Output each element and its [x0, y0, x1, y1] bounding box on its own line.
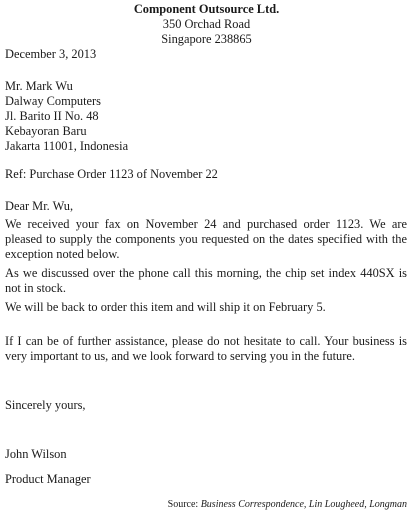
- body-paragraph-3-text: We will be back to order this item and will ship it on February 5.: [5, 300, 326, 314]
- signature-title: Product Manager: [5, 472, 91, 486]
- company-name: Component Outsource Ltd.: [133, 2, 280, 16]
- body-paragraph-3: [5, 300, 407, 315]
- closing: Sincerely yours,: [5, 398, 86, 412]
- body-paragraph-1: [5, 217, 407, 262]
- letter-date: December 3, 2013: [5, 47, 97, 61]
- company-street: 350 Orchad Road: [162, 17, 251, 31]
- source-label: Source:: [167, 499, 201, 510]
- source-citation: [168, 499, 407, 511]
- source-reference: Business Correspondence, Lin Lougheed, Longman: [200, 499, 407, 510]
- company-city: Singapore 238865: [161, 32, 252, 46]
- recipient-address-line2: Kebayoran Baru: [5, 124, 87, 138]
- letterhead: [0, 2, 413, 47]
- body-paragraph-2: [5, 266, 407, 296]
- salutation: Dear Mr. Wu,: [5, 199, 74, 213]
- recipient-company: Dalway Computers: [5, 94, 102, 108]
- body-paragraph-4: [5, 334, 407, 364]
- recipient-address: [5, 79, 407, 154]
- body-paragraph-1-text: We received your fax on November 24 and purchased order 1123. We are pleased to supply the components you requested on the dates specified with the exception noted below.: [5, 217, 407, 261]
- recipient-name: Mr. Mark Wu: [5, 79, 73, 93]
- recipient-address-line3: Jakarta 11001, Indonesia: [5, 139, 129, 153]
- signature-name: John Wilson: [5, 447, 67, 461]
- body-paragraph-2-text: As we discussed over the phone call this morning, the chip set index 440SX is not in stock.: [5, 266, 407, 295]
- reference-line: Ref: Purchase Order 1123 of November 22: [5, 167, 218, 181]
- recipient-address-line1: Jl. Barito II No. 48: [5, 109, 99, 123]
- body-paragraph-4-text: If I can be of further assistance, please do not hesitate to call. Your business is very important to us, and we look forward to serving you in the future.: [5, 334, 407, 363]
